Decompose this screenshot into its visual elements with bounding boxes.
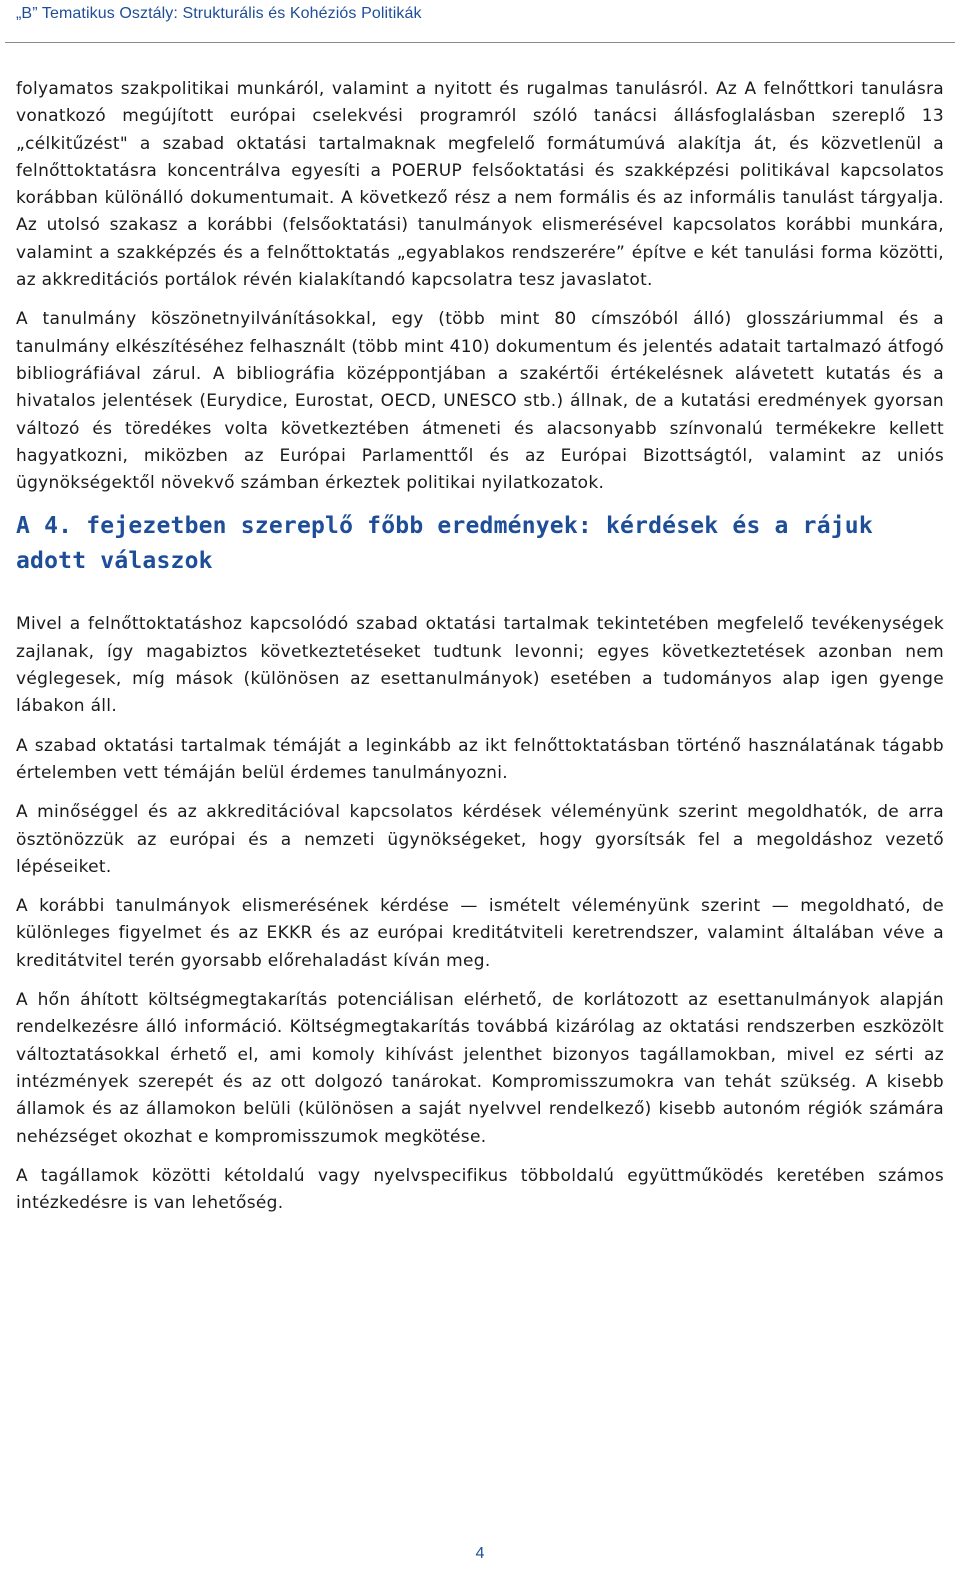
body-paragraph: Mivel a felnőttoktatáshoz kapcsolódó szabad oktatási tartalmak tekintetében megfelelő tevékenységek zajlanak, így magabiztos következtetéseket tudtunk levonni; egyes következtetések azonban nem véglegesek, míg mások (különösen az esettanulmányok) esetében a tudományos alap igen gyenge lábakon áll.: [16, 614, 944, 717]
body-paragraph: A szabad oktatási tartalmak témáját a leginkább az ikt felnőttoktatásban történő használatának tágabb értelemben vett témáján belül érdemes tanulmányozni.: [16, 735, 944, 783]
page-number: 4: [475, 1545, 485, 1562]
body-paragraph: folyamatos szakpolitikai munkáról, valamint a nyitott és rugalmas tanulásról. Az A felnőttkori tanulásra vonatkozó megújított európai cselekvési programról szóló tanácsi állásfoglalásban szereplő 13 „célkitűzést" a szabad oktatási tartalmaknak megfelelő formátumúvá alakítja át, és közvetlenül a felnőttoktatásra koncentrálva egyesíti a POERUP felsőoktatási és szakképzési politikával kapcsolatos korábban különálló dokumentumait. A következő rész a nem formális és az informális tanulást tárgyalja. Az utolsó szakasz a korábbi (felsőoktatási) tanulmányok elismerésével kapcsolatos korábbi munkára, valamint a szakképzés és a felnőttoktatás „egyablakos rendszerére” építve e két tanulási forma közötti, az akkreditációs portálok révén kialakítandó kapcsolatra tesz javaslatot.: [16, 79, 944, 291]
body-paragraph: A tanulmány köszönetnyilvánításokkal, egy (több mint 80 címszóból álló) glosszáriummal és a tanulmány elkészítéséhez felhasznált (több mint 410) dokumentum és jelentés adatait tartalmazó átfogó bibliográfiával zárul. A bibliográfia középpontjában a szakértői értékelésnek alávetett kutatás és a hivatalos jelentések (Eurydice, Eurostat, OECD, UNESCO stb.) állnak, de a kutatási eredmények gyorsan változó és töredékes volta következtében átmeneti és alacsonyabb színvonalú termékekre kellett hagyatkozni, miközben az Európai Parlamenttől és az Európai Bizottságtól, valamint az uniós ügynökségektől növekvő számban érkeztek politikai nyilatkozatok.: [16, 309, 944, 494]
document-body: [16, 76, 944, 1229]
body-paragraph: A tagállamok közötti kétoldalú vagy nyelvspecifikus többoldalú együttműködés keretében számos intézkedésre is van lehetőség.: [16, 1165, 944, 1214]
body-paragraph: A korábbi tanulmányok elismerésének kérdése — ismételt véleményünk szerint — megoldható, de különleges figyelmet és az EKKR és az európai kreditátviteli keretrendszer, valamint általában véve a kreditátvitel terén gyorsabb előrehaladást kíván meg.: [16, 896, 944, 971]
running-header: „B” Tematikus Osztály: Strukturális és Kohéziós Politikák: [16, 5, 422, 22]
body-paragraph: A hőn áhított költségmegtakarítás potenciálisan elérhető, de korlátozott az esettanulmányok alapján rendelkezésre álló információ. Költségmegtakarítás továbbá kizárólag az oktatási rendszerben eszközölt változtatásokkal érhető el, ami komoly kihívást jelenthet bizonyos tagállamokban, mivel ez sérti az intézmények szerepét és az ott dolgozó tanárokat. Kompromisszumokra van tehát szükség. A kisebb államok és az államokon belüli (különösen a saját nyelvvel rendelkező) kisebb autonóm régiók számára nehézséget okozhat e kompromisszumok megkötése.: [16, 990, 944, 1147]
body-paragraph: A minőséggel és az akkreditációval kapcsolatos kérdések véleményünk szerint megoldhatók, de arra ösztönözzük az európai és a nemzeti ügynökségeket, hogy gyorsítsák fel a megoldáshoz vezető lépéseiket.: [16, 802, 944, 877]
header-divider: [5, 42, 955, 43]
section-heading: A 4. fejezetben szereplő főbb eredmények: kérdések és a rájuk adott válaszok: [16, 513, 873, 575]
